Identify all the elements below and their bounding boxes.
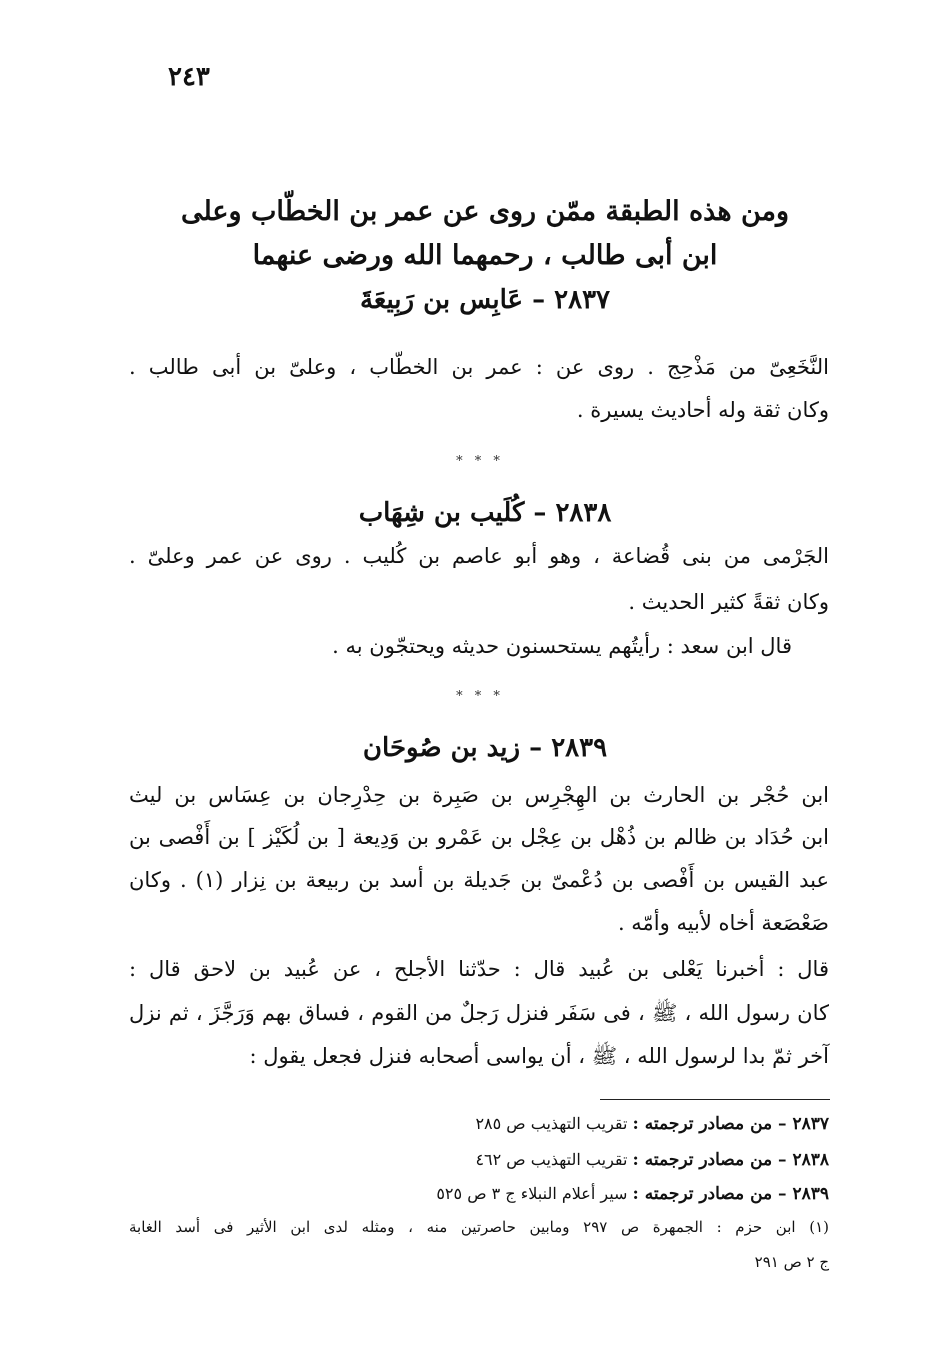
footnote-source-2837 xyxy=(129,1114,829,1134)
footnote-source-text: تقريب التهذيب ص ٢٨٥ xyxy=(475,1114,628,1133)
entry-2839-line-2: ابن حُدَاد بن ظالم بن ذُهْل بن عِجْل بن عَمْرو بن وَدِيعة [ بن لُكَيْز ] بن أَفْصى بن xyxy=(129,825,829,849)
entry-2838-line-3: قال ابن سعد : رأيتُهم يستحسنون حديثه ويحتجّون به . xyxy=(332,634,792,658)
entry-2839-line-7: آخر ثمّ بدا لرسول الله ، ﷺ ، أن يواسى أصحابه فنزل فجعل يقول : xyxy=(249,1044,829,1068)
entry-2838-line-2: وكان ثقةً كثير الحديث . xyxy=(628,590,829,614)
entry-2839-line-1: ابن حُجْر بن الحارث بن الهِجْرِس بن صَبِرة بن حِدْرِجان بن عِسَاس بن ليث xyxy=(129,783,829,807)
footnote-source-label: ٢٨٣٧ – من مصادر ترجمته : xyxy=(632,1114,829,1134)
footnote-source-text: سير أعلام النبلاء ج ٣ ص ٥٢٥ xyxy=(436,1184,628,1203)
entry-title-2839: ٢٨٣٩ – زيد بن صُوحَان xyxy=(362,733,608,763)
footnote-source-label: ٢٨٣٨ – من مصادر ترجمته : xyxy=(632,1150,829,1170)
section-heading-line-1: ومن هذه الطبقة ممّن روى عن عمر بن الخطّاب وعلى xyxy=(180,196,790,227)
entry-2839-line-3: عبد القيس بن أَفْصى بن دُعْمىّ بن جَديلة بن أسد بن ربيعة بن نِزار (١) . وكان xyxy=(129,868,829,892)
footnote-rule xyxy=(600,1099,830,1100)
section-heading-line-2: ابن أبى طالب ، رحمهما الله ورضى عنهما xyxy=(252,240,718,271)
footnote-source-2839 xyxy=(129,1184,829,1204)
footnote-source-text: تقريب التهذيب ص ٤٦٢ xyxy=(475,1150,628,1169)
entry-2837-line-1: النَّخَعِىّ من مَذْحِج . روى عن : عمر بن الخطّاب ، وعلىّ بن أبى طالب . xyxy=(129,355,829,379)
footnote-source-2838 xyxy=(129,1150,829,1170)
entry-title-2838: ٢٨٣٨ – كُلَيب بن شِهَاب xyxy=(358,498,612,528)
entry-2839-line-5: قال : أخبرنا يَعْلى بن عُبيد قال : حدّثنا الأجلح ، عن عُبيد بن لاحق قال : xyxy=(129,957,829,981)
footnote-1-line-1: (١) ابن حزم : الجمهرة ص ٢٩٧ ومابين حاصرتين منه ، ومثله لدى ابن الأثير فى أسد الغابة xyxy=(129,1218,829,1236)
entry-2839-line-6: كان رسول الله ، ﷺ ، فى سَفَر فنزل رَجلٌ من القوم ، فساق بهم وَرَجَّزَ ، ثم نزل xyxy=(129,1001,829,1025)
entry-title-2837: ٢٨٣٧ – عَابِس بن رَبِيعَةَ xyxy=(359,285,611,315)
page-number: ٢٤٣ xyxy=(168,62,210,92)
footnote-1-line-2: ج ٢ ص ٢٩١ xyxy=(754,1253,829,1271)
separator-stars-1: * * * xyxy=(456,454,504,469)
separator-stars-2: * * * xyxy=(456,689,504,704)
entry-2838-line-1: الجَرْمى من بنى قُضاعة ، وهو أبو عاصم بن كُليب . روى عن عمر وعلىّ . xyxy=(129,544,829,568)
entry-2839-line-4: صَعْصَعة أخاه لأبيه وأمّه . xyxy=(617,911,829,935)
footnote-source-label: ٢٨٣٩ – من مصادر ترجمته : xyxy=(632,1184,829,1204)
entry-2837-line-2: وكان ثقة وله أحاديث يسيرة . xyxy=(576,398,829,422)
